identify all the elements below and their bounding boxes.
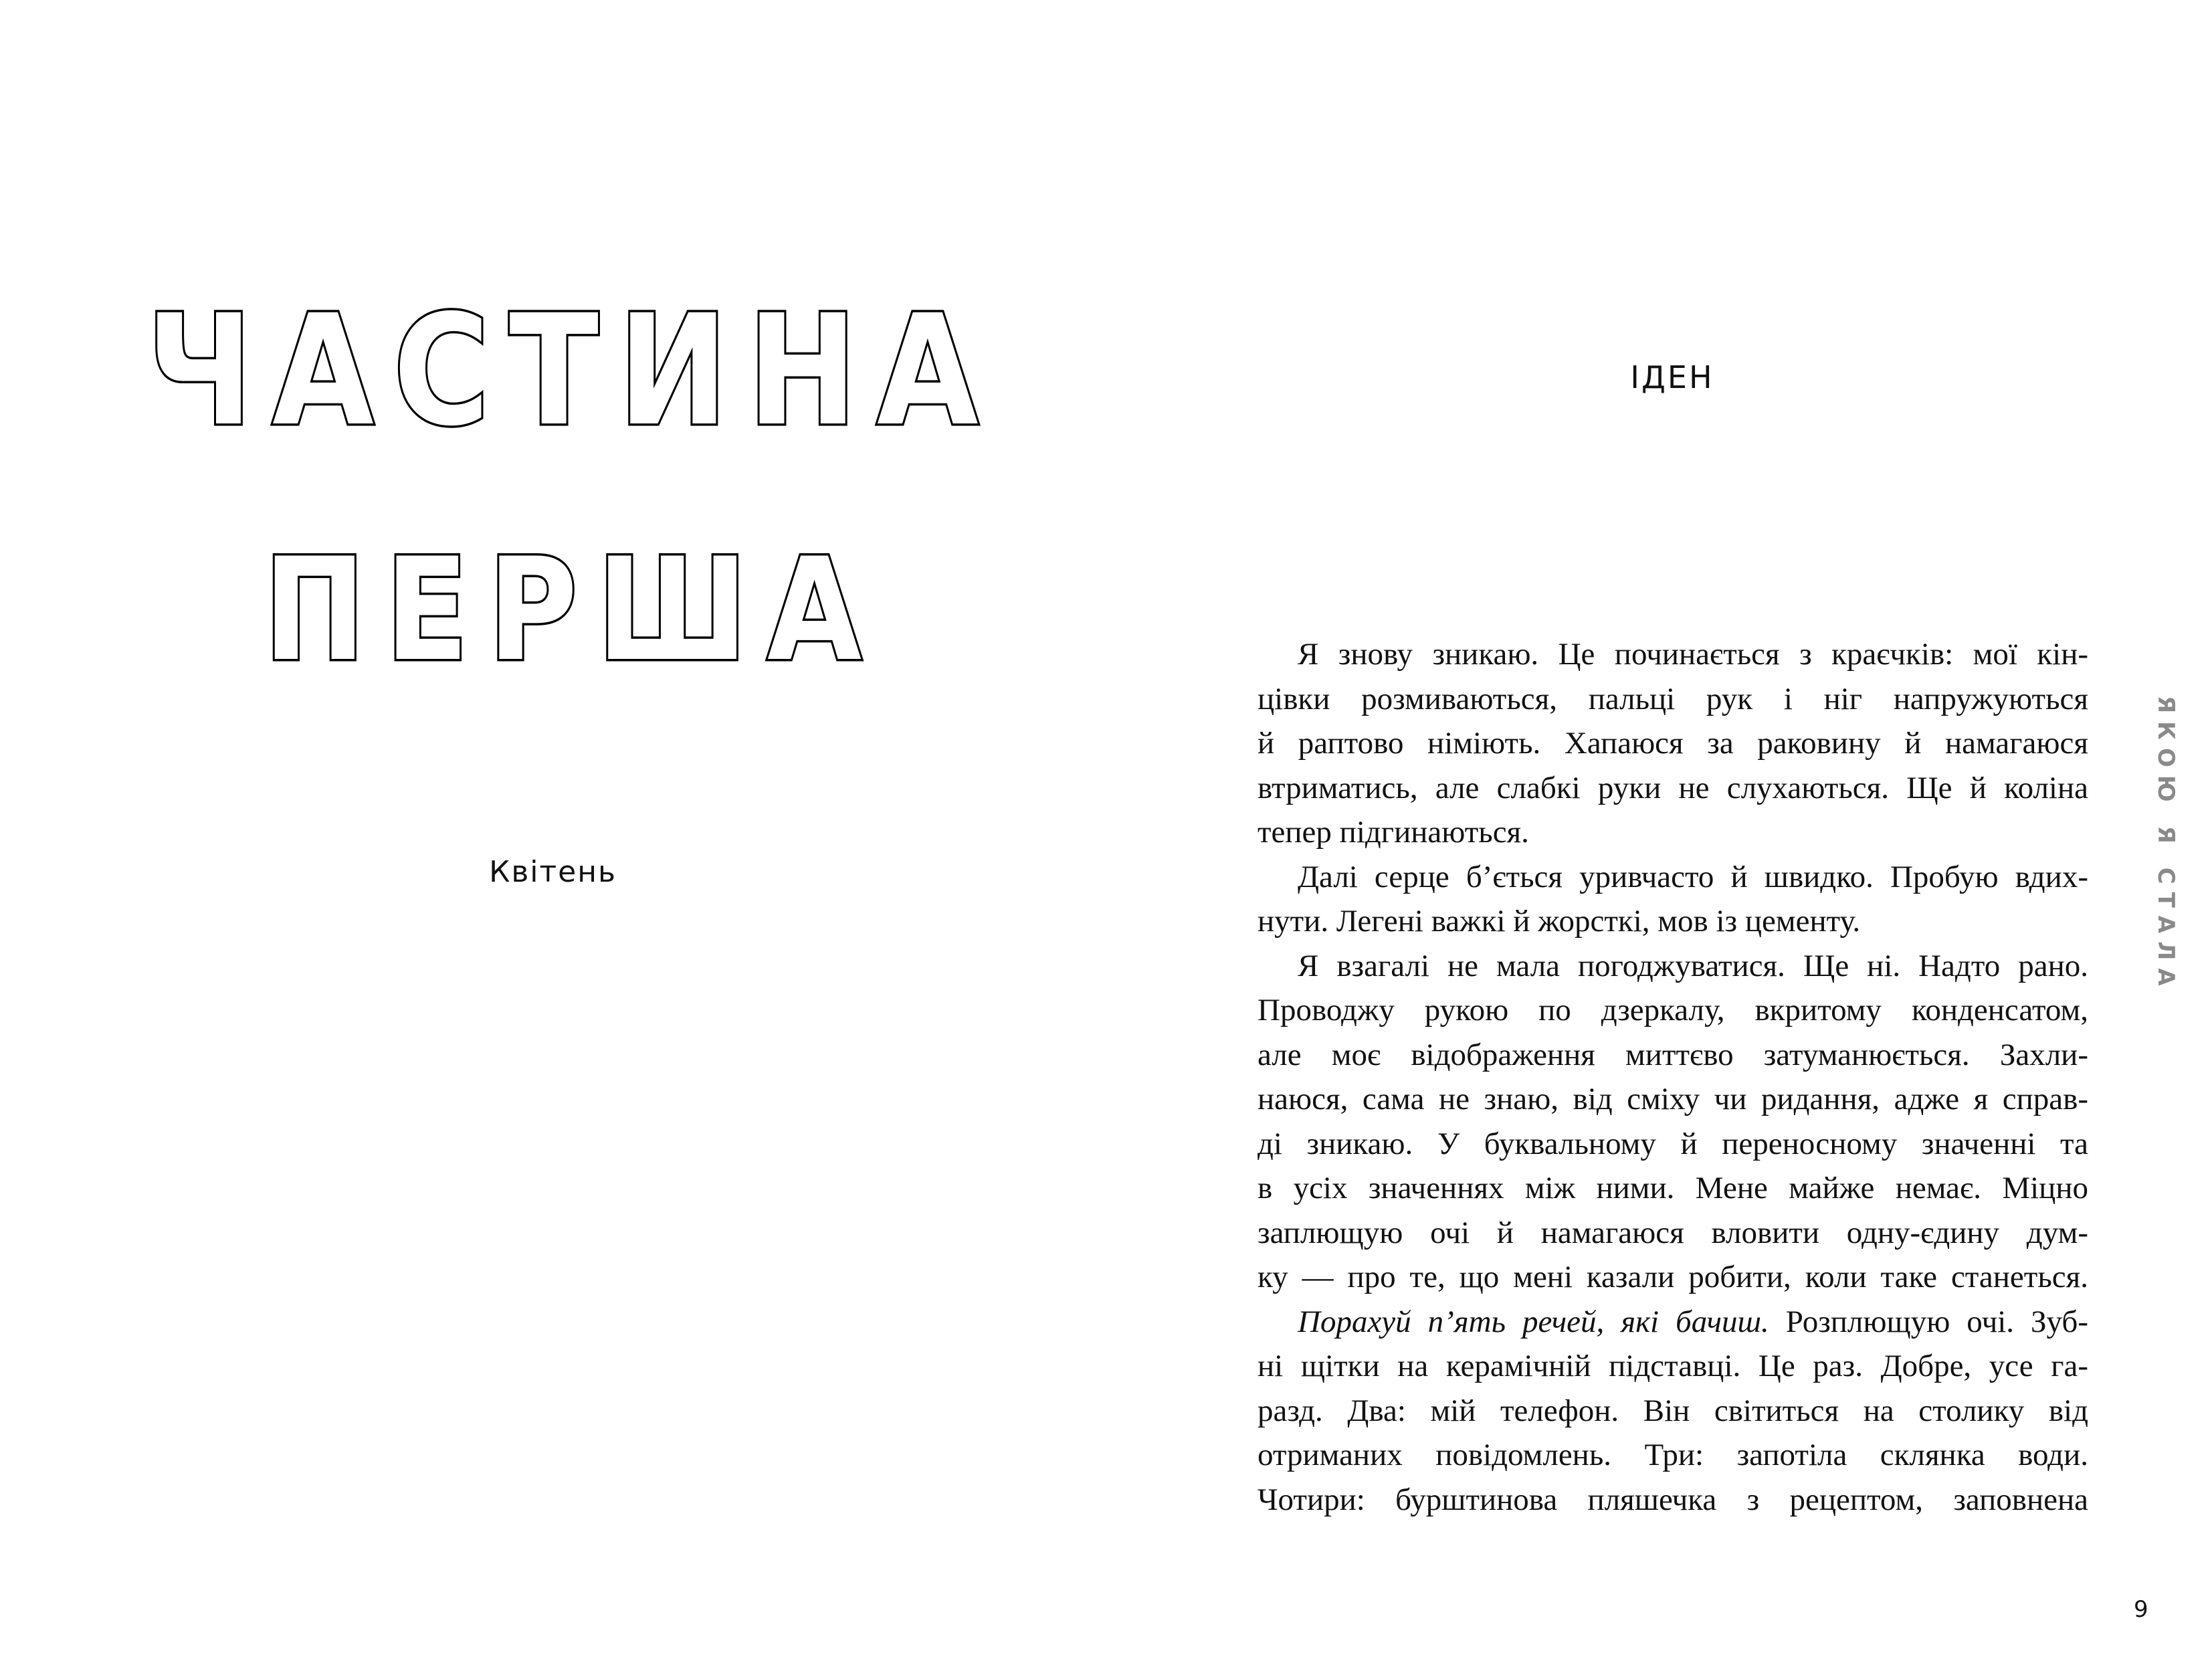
- italic-phrase: Порахуй п’ять речей, які бачиш.: [1298, 1304, 1769, 1339]
- text-line: але моє відображення миттєво затуманюється. Захли-: [1258, 1037, 2088, 1072]
- text-line: Чотири: бурштинова пляшечка з рецептом, заповнена: [1258, 1482, 2088, 1517]
- text-line: ку — про те, що мені казали робити, коли таке станеться.: [1258, 1260, 2088, 1294]
- text-line: ді зникаю. У буквальному й переносному значенні та: [1258, 1126, 2088, 1161]
- page-number: 9: [2134, 1596, 2148, 1623]
- text-line: разд. Два: мій телефон. Він світиться на столику від: [1258, 1393, 2088, 1428]
- right-page: [1106, 0, 2212, 1659]
- text-line: ні щітки на керамічній підставці. Це раз. Добре, усе га-: [1258, 1349, 2088, 1383]
- text-line: заплющую очі й намагаюся вловити одну-єдину дум-: [1258, 1215, 2088, 1250]
- text-line: тепер підгинаються.: [1258, 815, 1529, 850]
- chapter-name: ІДЕН: [1630, 359, 1714, 395]
- text-line: в усіх значеннях між ними. Мене майже немає. Міцно: [1258, 1171, 2088, 1205]
- text-line: Я знову зникаю. Це починається з краєчків: мої кін-: [1298, 637, 2088, 672]
- text-line: Проводжу рукою по дзеркалу, вкритому конденсатом,: [1258, 993, 2088, 1028]
- running-head: ЯКОЮ Я СТАЛА: [2152, 696, 2179, 994]
- text-line: втриматись, але слабкі руки не слухаються. Ще й коліна: [1258, 770, 2088, 805]
- text-line-with-italic: [1258, 1300, 2088, 1345]
- text-line: наюся, сама не знаю, від сміху чи ридання, адже я справ-: [1258, 1082, 2088, 1116]
- text-line: Далі серце б’ється уривчасто й швидко. Пробую вдих-: [1298, 859, 2088, 894]
- text-line: Я взагалі не мала погоджуватися. Ще ні. Надто рано.: [1298, 948, 2088, 983]
- text-line: отриманих повідомлень. Три: запотіла склянка води.: [1258, 1438, 2088, 1472]
- text-line: цівки розмиваються, пальці рук і ніг напружуються: [1258, 681, 2088, 716]
- text-line: нути. Легені важкі й жорсткі, мов із цементу.: [1258, 904, 1861, 939]
- month-subtitle: Квітень: [489, 855, 617, 889]
- body-text: [1258, 632, 2088, 1522]
- text-line-rest: Розплющую очі. Зуб-: [1785, 1304, 2088, 1339]
- text-line: й раптово німіють. Хапаюся за раковину й намагаюся: [1258, 726, 2088, 761]
- part-title-line1: ЧАСТИНА: [146, 282, 998, 460]
- part-title-line2: ПЕРША: [264, 527, 882, 692]
